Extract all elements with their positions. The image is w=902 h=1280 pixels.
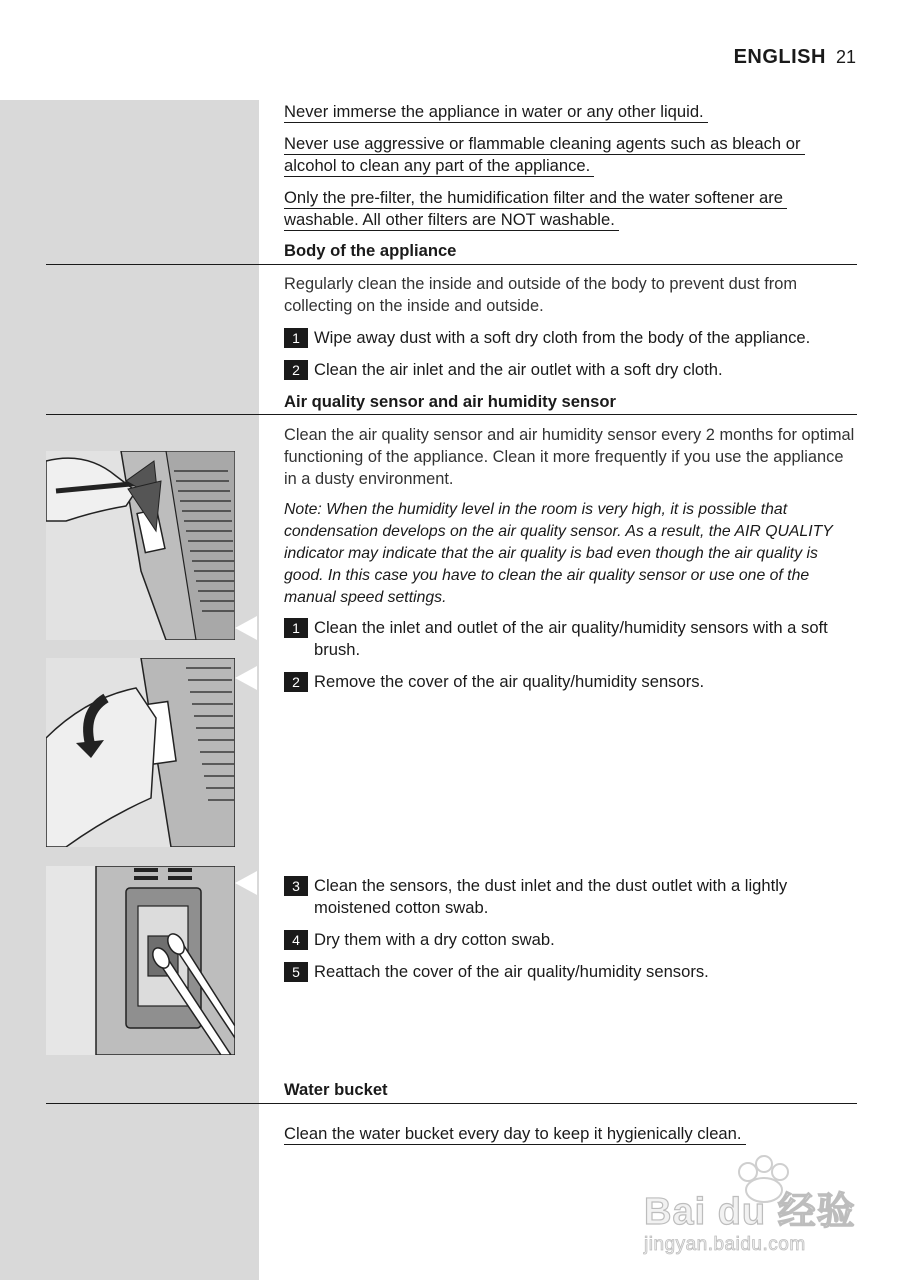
step-text: Remove the cover of the air quality/humidity sensors. [314,672,705,691]
warning-immerse: Never immerse the appliance in water or any other liquid. [284,101,858,123]
warning-washable: Only the pre-filter, the humidification filter and the water softener are washable. All other filters are NOT washable. [284,187,858,231]
watermark-url: jingyan.baidu.com [644,1234,806,1255]
warning-water-bucket: Clean the water bucket every day to keep it hygienically clean. [284,1123,858,1145]
sensor-step-3 [284,875,858,919]
step-text: Clean the inlet and outlet of the air quality/humidity sensors with a soft brush. [314,618,828,659]
section-title-sensor: Air quality sensor and air humidity sensor [284,392,616,411]
body-intro: Regularly clean the inside and outside of the body to prevent dust from collecting on the inside and outside. [284,275,797,315]
step-number-badge: 3 [284,876,308,896]
pointer-arrow [235,871,257,895]
remove-cover-illustration [46,658,235,847]
pointer-arrow [235,616,257,640]
watermark-brand: Bai du 经验 [644,1191,856,1233]
step-number-badge: 2 [284,360,308,380]
step-text: Reattach the cover of the air quality/humidity sensors. [314,962,709,981]
section-rule [46,414,857,415]
baidu-watermark [640,1150,856,1260]
step-text: Clean the air inlet and the air outlet with a soft dry cloth. [314,360,723,379]
section-rule [46,1103,857,1104]
warning-agents: Never use aggressive or flammable cleaning agents such as bleach or alcohol to clean any part of the appliance. [284,133,858,177]
sensor-intro: Clean the air quality sensor and air humidity sensor every 2 months for optimal functioning of the appliance. Clean it more frequently if you use the appliance in a dusty environment. [284,426,855,488]
section-title-body: Body of the appliance [284,241,457,260]
language-label: ENGLISH [733,46,826,68]
page-number: 21 [835,47,856,67]
brush-cleaning-sensor-illustration [46,451,235,640]
body-step-2 [284,359,858,381]
cotton-swab-illustration [46,866,235,1055]
section-rule [46,264,857,265]
step-number-badge: 2 [284,672,308,692]
sensor-note: Note: When the humidity level in the room is very high, it is possible that condensation develops on the air quality sensor. As a result, the AIR QUALITY indicator may indicate that the air quality is bad even though the air quality is good. In this case you have to clean the air quality sensor or use one of the manual speed settings. [284,501,833,606]
sensor-step-2 [284,671,858,693]
step-text: Clean the sensors, the dust inlet and the dust outlet with a lightly moistened cotton swab. [314,876,788,917]
step-number-badge: 5 [284,962,308,982]
step-text: Wipe away dust with a soft dry cloth from the body of the appliance. [314,328,811,347]
sensor-step-4 [284,929,858,951]
step-number-badge: 4 [284,930,308,950]
section-title-water: Water bucket [284,1080,388,1099]
body-step-1 [284,327,858,349]
pointer-arrow [235,666,257,690]
page-header [734,46,856,69]
sensor-step-1 [284,617,858,661]
step-number-badge: 1 [284,328,308,348]
step-text: Dry them with a dry cotton swab. [314,930,555,949]
step-number-badge: 1 [284,618,308,638]
sensor-step-5 [284,961,858,983]
